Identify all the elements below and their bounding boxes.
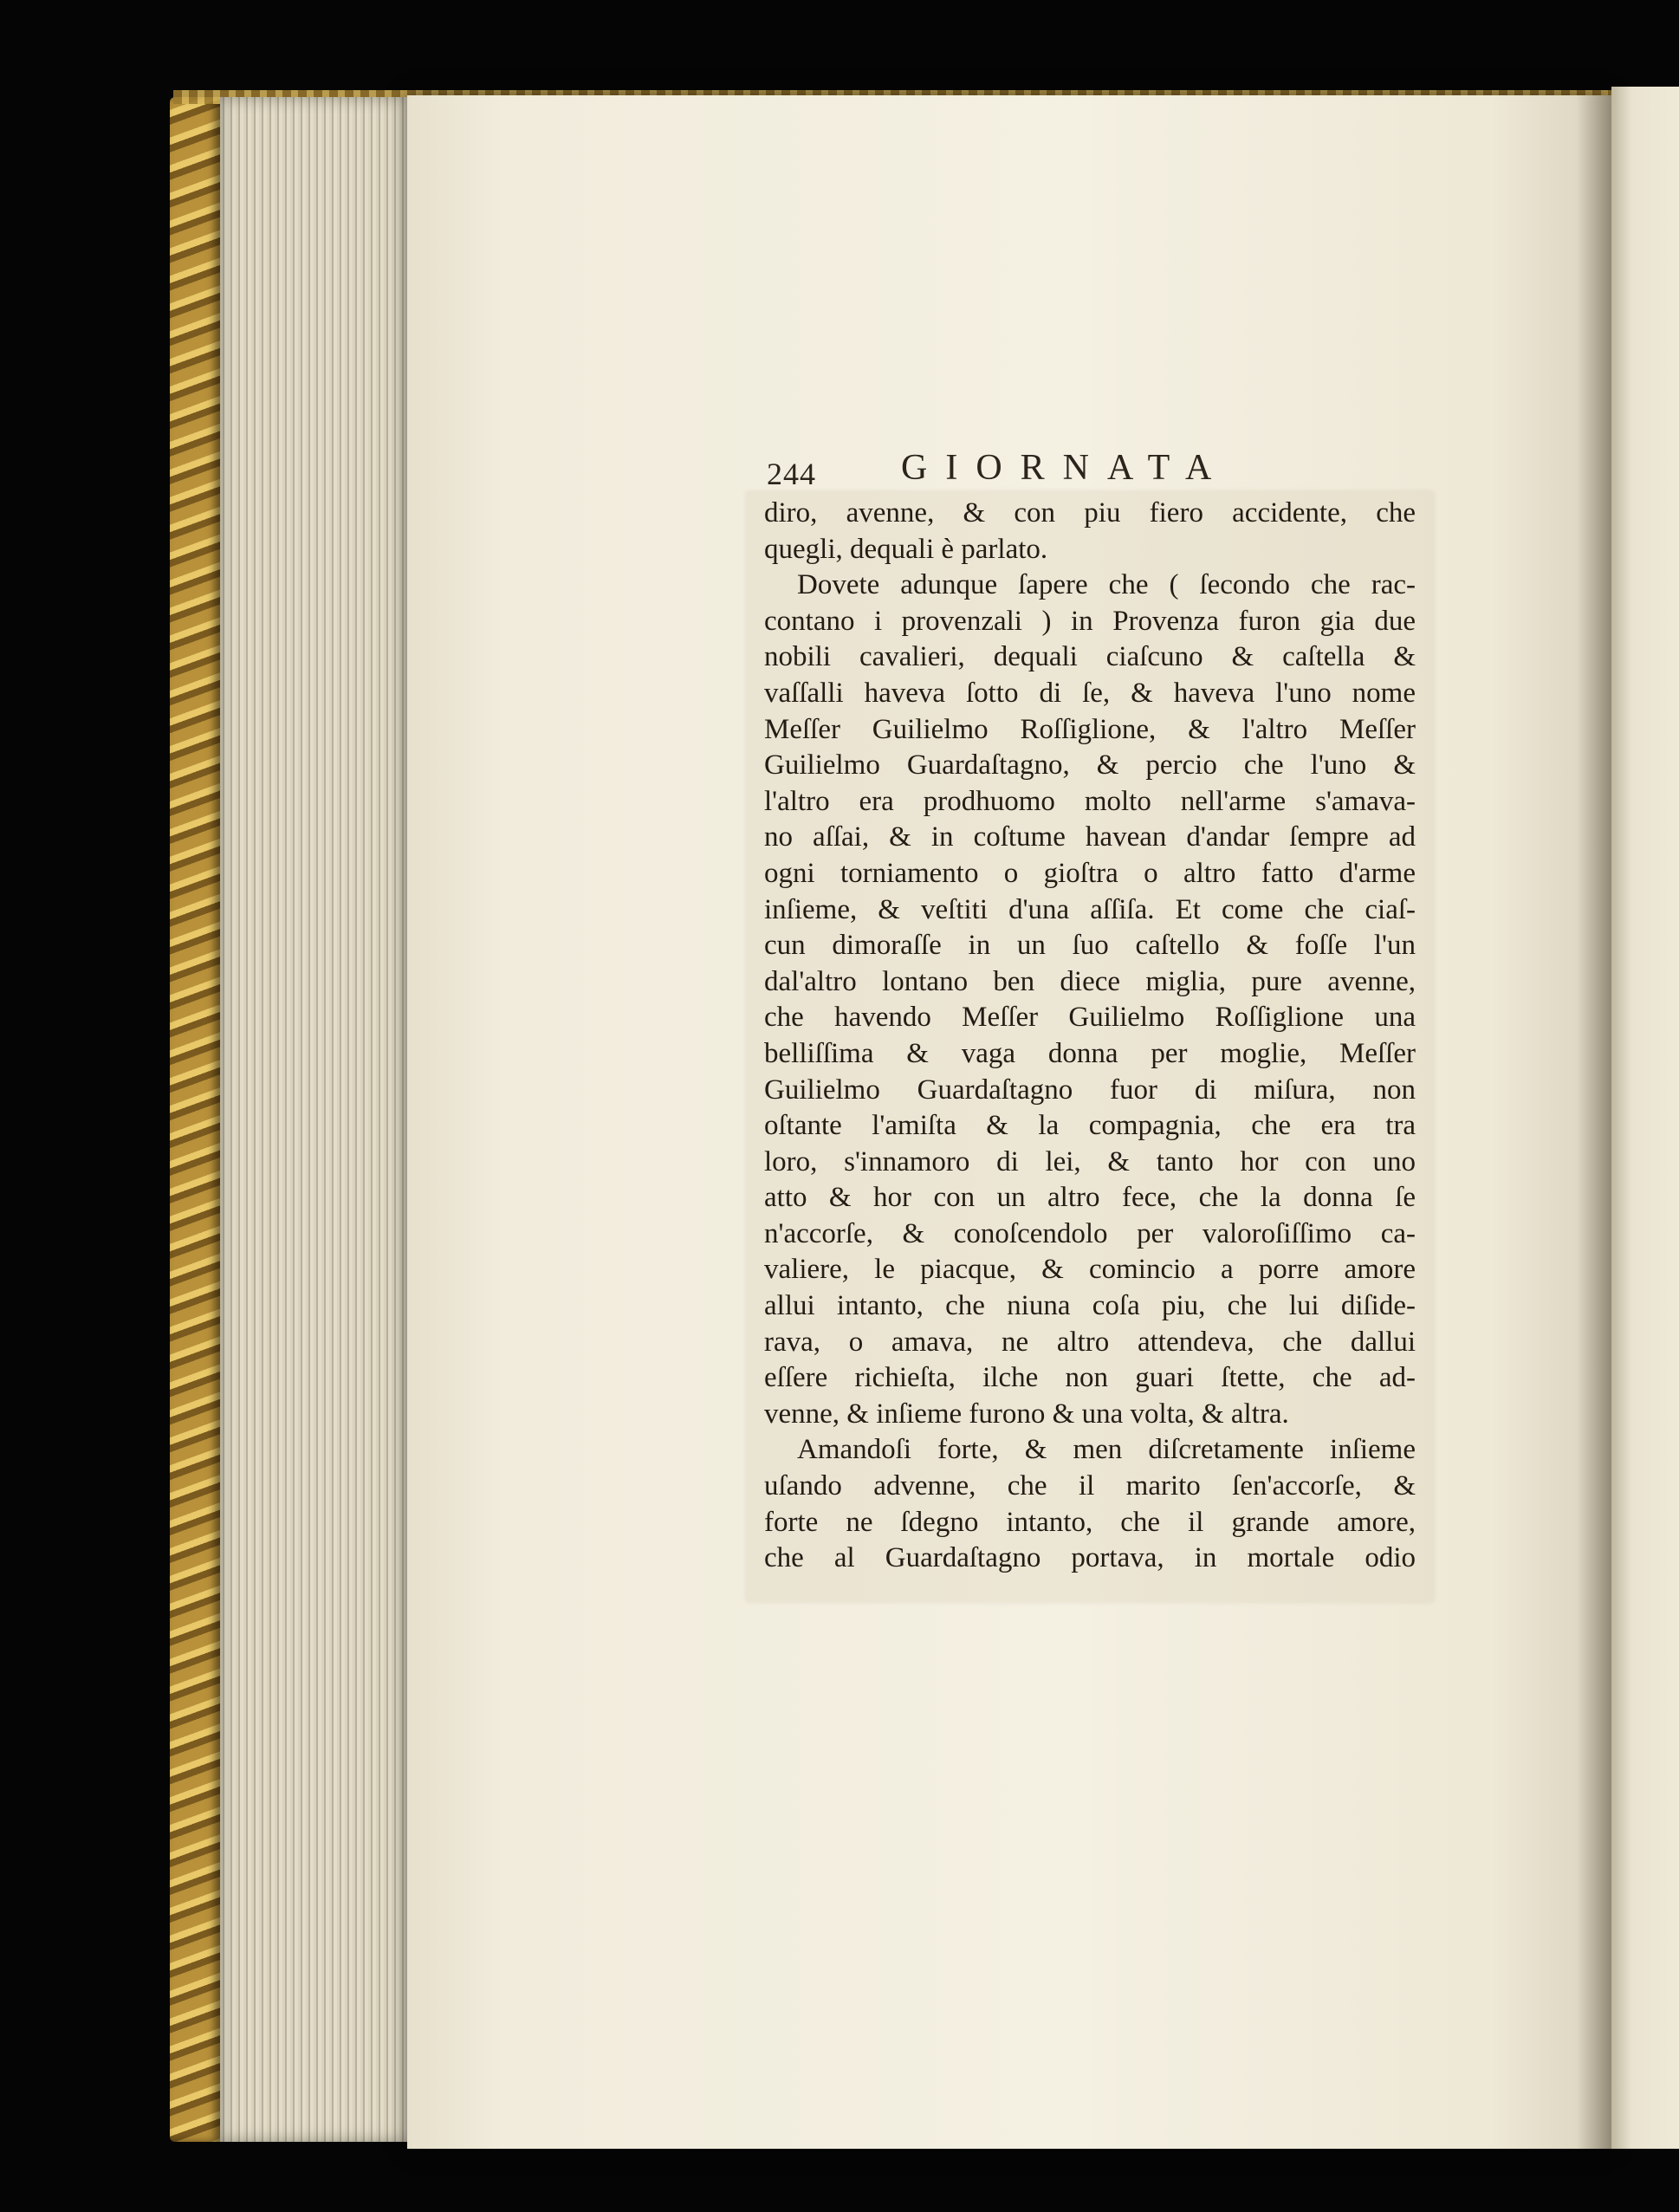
- text-line: uſando advenne, che il marito ſen'accorſe, &: [764, 1470, 1416, 1502]
- text-line: rava, o amava, ne altro attendeva, che dallui: [764, 1326, 1416, 1358]
- text-line: Dovete adunque ſapere che ( ſecondo che rac-: [797, 569, 1416, 601]
- text-line: che al Guardaſtagno portava, in mortale odio: [764, 1542, 1416, 1574]
- text-line: vaſſalli haveva ſotto di ſe, & haveva l'uno nome: [764, 677, 1416, 709]
- text-line: cun dimoraſſe in un ſuo caſtello & foſſe l'un: [764, 930, 1416, 962]
- page-gutter: [1577, 95, 1611, 2149]
- text-line: loro, s'innamoro di lei, & tanto hor con uno: [764, 1145, 1416, 1177]
- text-line: venne, & inſieme furono & una volta, & altra.: [764, 1398, 1289, 1430]
- text-line: oſtante l'amiſta & la compagnia, che era tra: [764, 1110, 1416, 1142]
- text-line: nobili cavalieri, dequali ciaſcuno & caſtella &: [764, 641, 1416, 673]
- text-line: l'altro era prodhuomo molto nell'arme s'amava-: [764, 785, 1416, 817]
- body-text: [764, 496, 1416, 1577]
- text-line: no aſſai, & in coſtume havean d'andar ſempre ad: [764, 821, 1416, 853]
- text-line: Guilielmo Guardaſtagno fuor di miſura, non: [764, 1074, 1416, 1106]
- text-line: contano i provenzali ) in Provenza furon gia due: [764, 605, 1416, 637]
- page-block-edge: [220, 97, 423, 2142]
- text-line: dal'altro lontano ben diece miglia, pure avenne,: [764, 965, 1416, 997]
- text-line: Meſſer Guilielmo Roſſiglione, & l'altro Meſſer: [764, 713, 1416, 745]
- text-line: forte ne ſdegno intanto, che il grande amore,: [764, 1506, 1416, 1538]
- text-line: quegli, dequali è parlato.: [764, 533, 1048, 565]
- gilt-book-edge: [170, 97, 220, 2142]
- text-line: eſſere richieſta, ilche non guari ſtette, che ad-: [764, 1362, 1416, 1394]
- text-line: che havendo Meſſer Guilielmo Roſſiglione una: [764, 1002, 1416, 1034]
- text-line: Amandoſi forte, & men diſcretamente inſieme: [797, 1434, 1416, 1466]
- text-line: inſieme, & veſtiti d'una aſſiſa. Et come che ciaſ-: [764, 893, 1416, 925]
- text-line: allui intanto, che niuna coſa piu, che lui diſide-: [764, 1290, 1416, 1322]
- facing-page: [1611, 87, 1679, 2149]
- page-number: 244: [767, 457, 816, 491]
- text-line: valiere, le piacque, & comincio a porre amore: [764, 1254, 1416, 1286]
- running-head: [767, 444, 1287, 496]
- text-line: atto & hor con un altro fece, che la donna ſe: [764, 1182, 1416, 1214]
- text-line: belliſſima & vaga donna per moglie, Meſſer: [764, 1037, 1416, 1069]
- text-line: ogni torniamento o gioſtra o altro fatto d'arme: [764, 857, 1416, 889]
- text-line: n'accorſe, & conoſcendolo per valoroſiſſimo ca-: [764, 1217, 1416, 1249]
- running-head-title: GIORNATA: [901, 448, 1230, 488]
- text-line: Guilielmo Guardaſtagno, & percio che l'uno &: [764, 749, 1416, 782]
- text-line: diro, avenne, & con piu fiero accidente, che: [764, 497, 1416, 529]
